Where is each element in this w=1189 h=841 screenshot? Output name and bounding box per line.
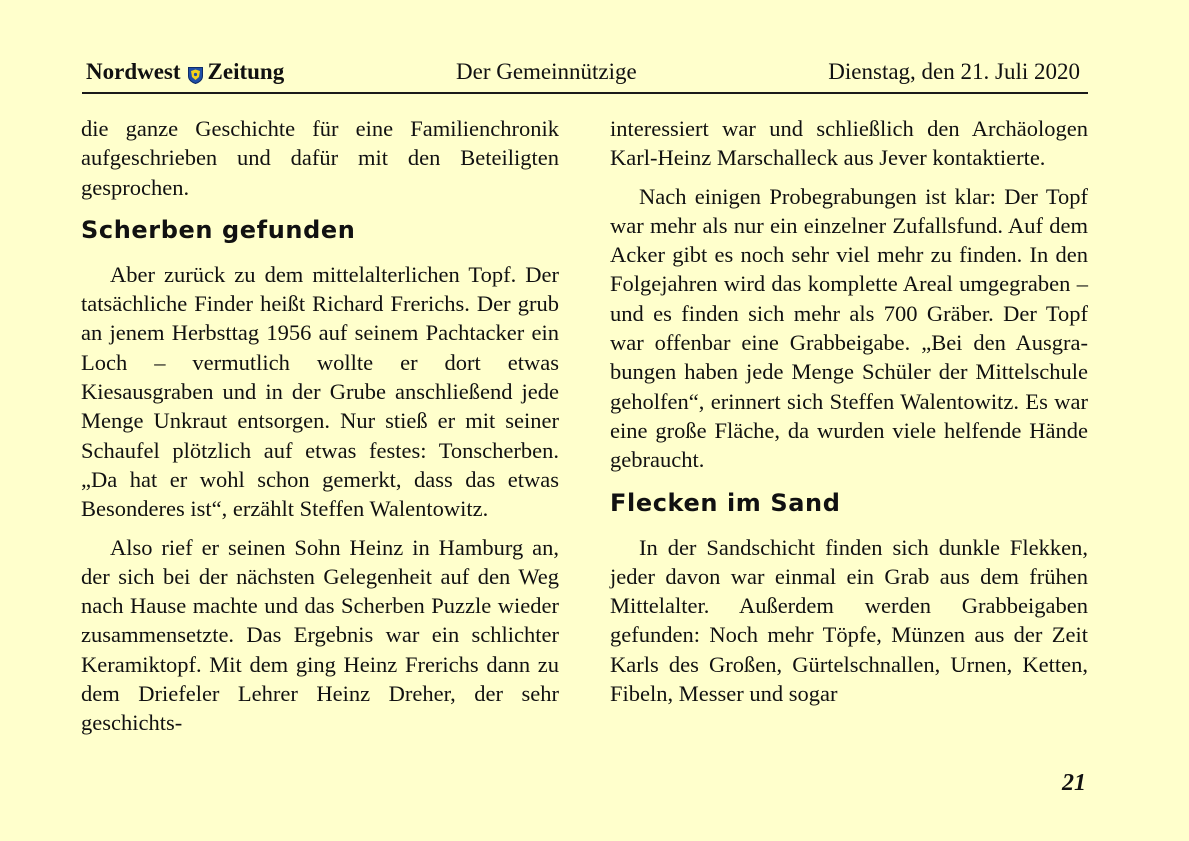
logo-text-nordwest: Nordwest <box>86 59 181 84</box>
issue-date: Dienstag, den 21. Juli 2020 <box>828 59 1080 84</box>
newspaper-logo <box>86 59 284 85</box>
left-column <box>81 114 559 747</box>
paragraph: interessiert war und schließlich den Archäologen Karl-Heinz Marschalleck aus Jever kontaktierte. <box>610 116 1088 171</box>
paragraph: Also rief er seinen Sohn Heinz in Hamburg an, der sich bei der nächsten Gelegenheit auf den Weg nach Hause machte und das Scherben Puzzle wieder zusammensetzte. Das Ergebnis war ein schlichter Keramiktopf. Mit dem ging Heinz Frerichs dann zu dem Driefeler Lehrer Heinz Dreher, der sehr geschichts- <box>81 534 559 736</box>
paragraph: Nach einigen Probegrabungen ist klar: Der Topf war mehr als nur ein einzelner Zufallsfund. Auf dem Acker gibt es noch sehr viel mehr zu finden. In den Folgejahren wird das komplette Areal umgegraben – und es finden sich mehr als 700 Gräber. Der Topf war offenbar eine Grabbeigabe. „Bei den Ausgrabungen haben jede Menge Schüler der Mittelschule geholfen“, erinnert sich Steffen Walentowitz. Es war eine große Fläche, da wurden viele helfende Hände gebraucht. <box>610 183 1088 473</box>
page-number: 21 <box>1062 770 1086 796</box>
paragraph: die ganze Geschichte für eine Familienchronik aufgeschrieben und dafür mit den Beteiligten gesprochen. <box>81 116 559 200</box>
coat-of-arms-icon <box>188 64 203 81</box>
paragraph: In der Sandschicht finden sich dunkle Flekken, jeder davon war einmal ein Grab aus dem frühen Mittelalter. Außerdem werden Grabbeigaben gefunden: Noch mehr Töpfe, Münzen aus der Zeit Karls des Großen, Gürtelschnallen, Urnen, Ketten, Fibeln, Messer und sogar <box>610 534 1088 707</box>
page-header <box>82 56 1088 94</box>
section-heading: Scherben gefunden <box>81 215 356 244</box>
paragraph: Aber zurück zu dem mittelalterlichen Topf. Der tatsächliche Finder heißt Richard Frerichs. Der grub an jenem Herbsttag 1956 auf seinem Pachtacker ein Loch – vermutlich wollte er dort etwas Kiesausgraben und in der Grube anschließend jede Menge Unkraut entsorgen. Nur stieß er mit seiner Schaufel plötzlich auf etwas festes: Tonscherben. „Da hat er wohl schon gemerkt, dass das etwas Besonderes ist“, erzählt Steffen Walentowitz. <box>81 261 559 522</box>
right-column <box>610 114 1088 717</box>
logo-text-zeitung: Zeitung <box>207 59 285 84</box>
section-heading: Flecken im Sand <box>610 488 841 517</box>
publication-title: Der Gemeinnützige <box>456 59 637 84</box>
